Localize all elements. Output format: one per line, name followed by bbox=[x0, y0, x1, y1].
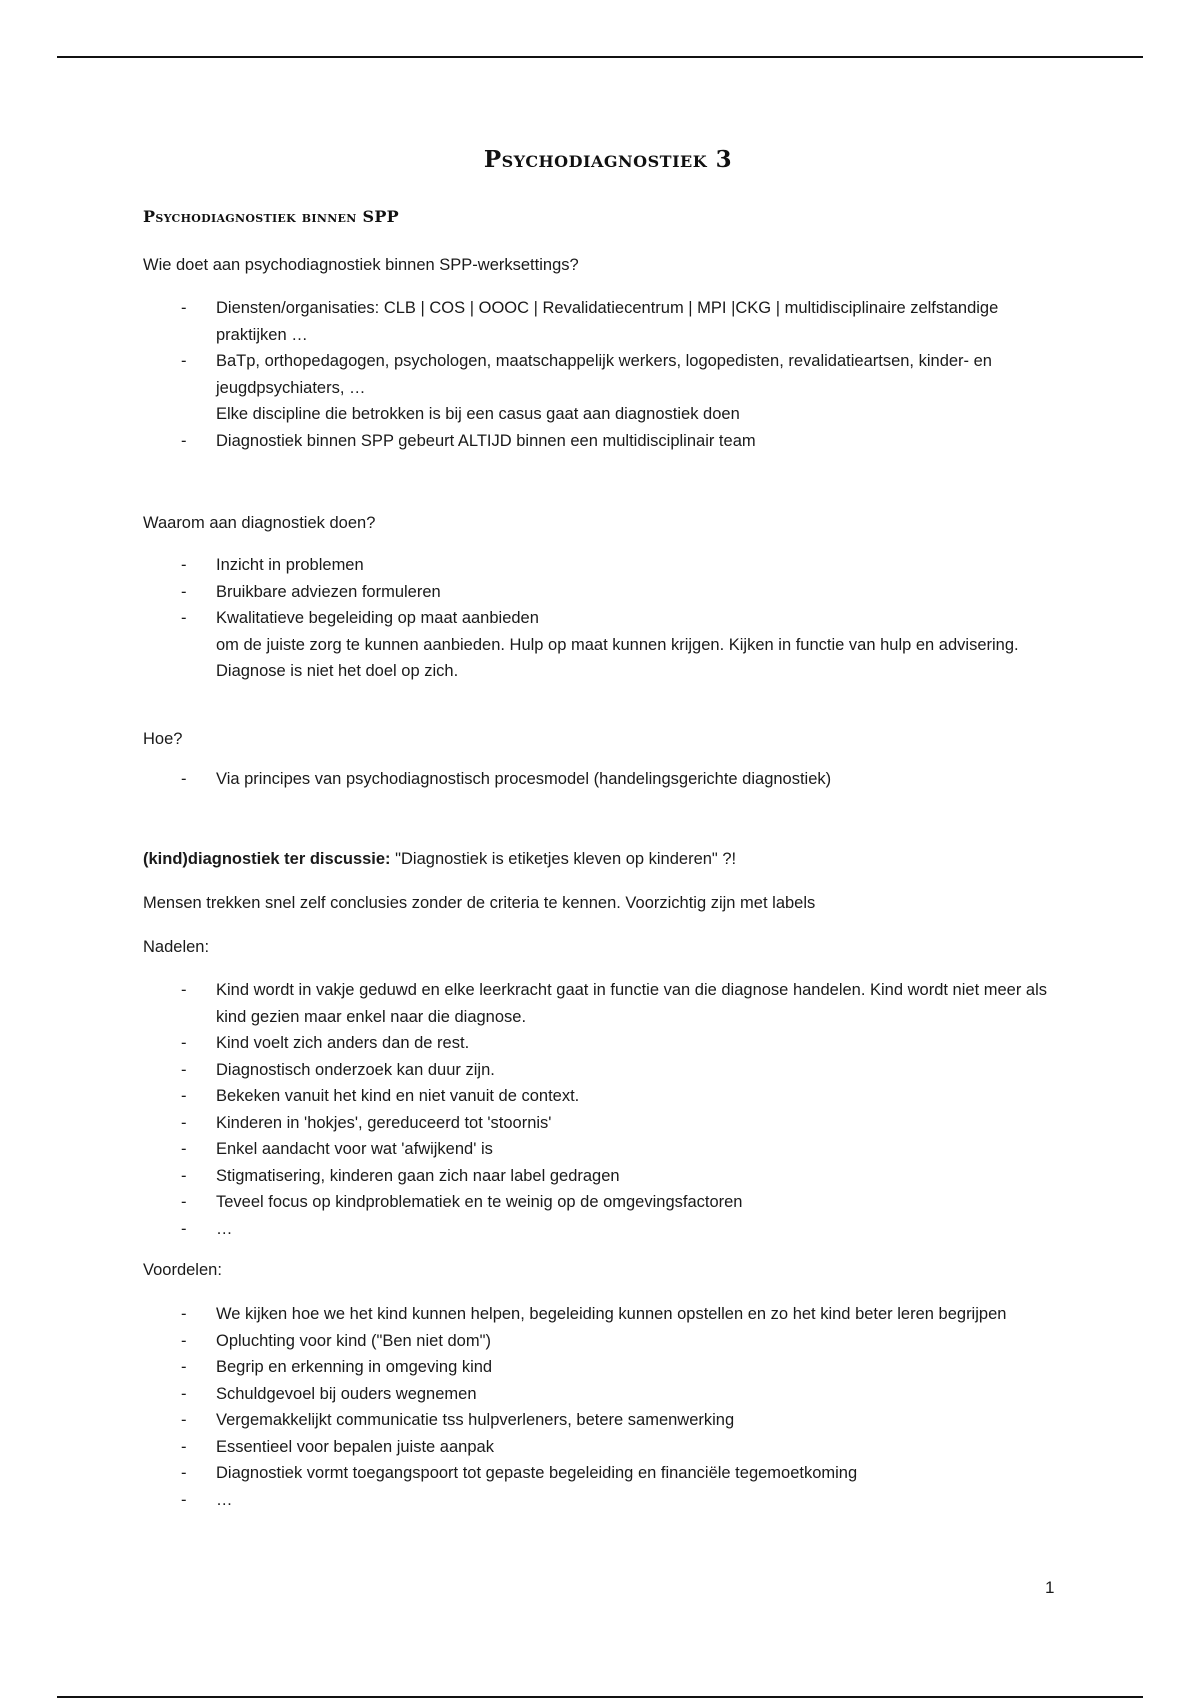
dash-bullet: - bbox=[181, 1331, 187, 1350]
list-item-text: Diagnostiek binnen SPP gebeurt ALTIJD binnen een multidisciplinair team bbox=[216, 431, 756, 450]
list-item bbox=[143, 552, 1073, 579]
list-item bbox=[143, 1381, 1073, 1408]
list-item bbox=[143, 1460, 1073, 1487]
list-item bbox=[143, 1163, 1073, 1190]
how-list-block bbox=[143, 766, 1073, 793]
dash-bullet: - bbox=[181, 352, 187, 370]
who-list-block bbox=[143, 295, 1073, 454]
list-item-text: … bbox=[216, 1219, 233, 1238]
how-block bbox=[143, 726, 1073, 752]
list-item bbox=[143, 1110, 1073, 1137]
dash-bullet: - bbox=[181, 1060, 187, 1079]
discussion-heading-block bbox=[143, 846, 1073, 872]
list-item-text: Inzicht in problemen bbox=[216, 556, 364, 574]
list-item bbox=[143, 348, 1073, 401]
discussion-intro-block bbox=[143, 890, 1073, 916]
dash-bullet: - bbox=[181, 1140, 187, 1158]
dash-bullet: - bbox=[181, 1490, 187, 1509]
dash-bullet: - bbox=[181, 1384, 187, 1403]
who-list bbox=[143, 295, 1073, 401]
list-item bbox=[143, 295, 1073, 348]
list-item-text: … bbox=[216, 1490, 233, 1509]
why-block bbox=[143, 510, 1073, 536]
dash-bullet: - bbox=[181, 1464, 187, 1482]
list-item-text: BaTp, orthopedagogen, psychologen, maatschappelijk werkers, logopedisten, revalidatieartsen, kinder- en jeugdpsychiaters, … bbox=[216, 352, 992, 397]
dash-bullet: - bbox=[181, 1034, 187, 1052]
list-item bbox=[143, 605, 1073, 632]
list-item-text: Kind voelt zich anders dan de rest. bbox=[216, 1034, 470, 1052]
page-number: 1 bbox=[1045, 1578, 1055, 1597]
list-item bbox=[143, 1354, 1073, 1381]
discussion-heading bbox=[143, 846, 1073, 872]
discussion-heading-quote: "Diagnostiek is etiketjes kleven op kinderen" ?! bbox=[395, 850, 737, 868]
who-block bbox=[143, 252, 1073, 278]
list-item bbox=[143, 1301, 1073, 1328]
list-item-text: We kijken hoe we het kind kunnen helpen, begeleiding kunnen opstellen en zo het kind beter leren begrijpen bbox=[216, 1305, 1007, 1323]
dash-bullet: - bbox=[181, 609, 187, 627]
how-question: Hoe? bbox=[143, 730, 183, 748]
list-item-note: Elke discipline die betrokken is bij een casus gaat aan diagnostiek doen bbox=[216, 405, 740, 423]
dash-bullet: - bbox=[181, 431, 187, 450]
who-list-continued bbox=[143, 428, 1073, 455]
who-question: Wie doet aan psychodiagnostiek binnen SPP-werksettings? bbox=[143, 256, 579, 274]
how-list bbox=[143, 766, 1073, 793]
list-item bbox=[143, 766, 1073, 793]
pros-list-block bbox=[143, 1301, 1073, 1513]
list-item-text: Essentieel voor bepalen juiste aanpak bbox=[216, 1437, 494, 1456]
list-item-text: Kind wordt in vakje geduwd en elke leerkracht gaat in functie van die diagnose handelen. Kind wordt niet meer als kind gezien maar enkel naar die diagnose. bbox=[216, 981, 1048, 1026]
list-item-text: Stigmatisering, kinderen gaan zich naar label gedragen bbox=[216, 1166, 620, 1185]
list-item bbox=[143, 1487, 1073, 1514]
pros-label-block bbox=[143, 1257, 1073, 1283]
list-item-text: Diagnostiek vormt toegangspoort tot gepaste begeleiding en financiële tegemoetkoming bbox=[216, 1464, 858, 1482]
list-item-text: Opluchting voor kind ("Ben niet dom") bbox=[216, 1331, 491, 1350]
cons-list bbox=[143, 977, 1073, 1242]
list-item-text: Diensten/organisaties: CLB | COS | OOOC | Revalidatiecentrum | MPI |CKG | multidisciplinaire zelfstandige praktijken … bbox=[216, 299, 999, 344]
list-item-text: Bruikbare adviezen formuleren bbox=[216, 582, 441, 601]
list-item bbox=[143, 428, 1073, 455]
list-item bbox=[143, 1083, 1073, 1110]
header-rule bbox=[57, 56, 1143, 58]
dash-bullet: - bbox=[181, 1219, 187, 1238]
dash-bullet: - bbox=[181, 582, 187, 601]
list-item-text: Kinderen in 'hokjes', gereduceerd tot 'stoornis' bbox=[216, 1113, 552, 1132]
pros-label: Voordelen: bbox=[143, 1261, 222, 1279]
cons-label-block bbox=[143, 934, 1073, 960]
dash-bullet: - bbox=[181, 1113, 187, 1132]
list-item bbox=[143, 1030, 1073, 1057]
list-item bbox=[143, 1136, 1073, 1163]
list-item bbox=[143, 1328, 1073, 1355]
cons-label: Nadelen: bbox=[143, 938, 210, 956]
cons-list-block bbox=[143, 977, 1073, 1242]
list-item-text: Diagnostisch onderzoek kan duur zijn. bbox=[216, 1060, 495, 1079]
footer-rule bbox=[57, 1696, 1143, 1698]
document-title: Psychodiagnostiek 3 bbox=[483, 146, 733, 173]
dash-bullet: - bbox=[181, 1358, 187, 1376]
list-item bbox=[143, 1216, 1073, 1243]
dash-bullet: - bbox=[181, 1411, 187, 1429]
why-list-block bbox=[143, 552, 1073, 685]
why-question: Waarom aan diagnostiek doen? bbox=[143, 514, 376, 532]
list-item-text: Via principes van psychodiagnostisch procesmodel (handelingsgerichte diagnostiek) bbox=[216, 770, 832, 788]
list-item-note: om de juiste zorg te kunnen aanbieden. Hulp op maat kunnen krijgen. Kijken in functie van hulp en advisering. Diagnose is niet het doel op zich. bbox=[216, 635, 1019, 680]
dash-bullet: - bbox=[181, 299, 187, 317]
dash-bullet: - bbox=[181, 1087, 187, 1105]
discussion-heading-bold: (kind)diagnostiek ter discussie: bbox=[143, 850, 391, 868]
why-list bbox=[143, 552, 1073, 632]
list-item-text: Bekeken vanuit het kind en niet vanuit de context. bbox=[216, 1087, 580, 1105]
dash-bullet: - bbox=[181, 1166, 187, 1185]
pros-list bbox=[143, 1301, 1073, 1513]
list-item bbox=[143, 1057, 1073, 1084]
list-item bbox=[143, 977, 1073, 1030]
list-item-text: Enkel aandacht voor wat 'afwijkend' is bbox=[216, 1140, 493, 1158]
list-item-text: Teveel focus op kindproblematiek en te weinig op de omgevingsfactoren bbox=[216, 1193, 743, 1211]
list-item bbox=[143, 1189, 1073, 1216]
list-item-text: Begrip en erkenning in omgeving kind bbox=[216, 1358, 493, 1376]
list-item-text: Schuldgevoel bij ouders wegnemen bbox=[216, 1384, 477, 1403]
list-item-text: Kwalitatieve begeleiding op maat aanbieden bbox=[216, 609, 539, 627]
dash-bullet: - bbox=[181, 556, 187, 574]
list-item bbox=[143, 579, 1073, 606]
section-heading: Psychodiagnostiek binnen SPP bbox=[143, 207, 399, 226]
dash-bullet: - bbox=[181, 981, 187, 999]
list-item-text: Vergemakkelijkt communicatie tss hulpverleners, betere samenwerking bbox=[216, 1411, 735, 1429]
dash-bullet: - bbox=[181, 1193, 187, 1211]
list-item bbox=[143, 1407, 1073, 1434]
dash-bullet: - bbox=[181, 1305, 187, 1323]
discussion-intro: Mensen trekken snel zelf conclusies zonder de criteria te kennen. Voorzichtig zijn met labels bbox=[143, 894, 816, 912]
dash-bullet: - bbox=[181, 1437, 187, 1456]
dash-bullet: - bbox=[181, 770, 187, 788]
list-item bbox=[143, 1434, 1073, 1461]
